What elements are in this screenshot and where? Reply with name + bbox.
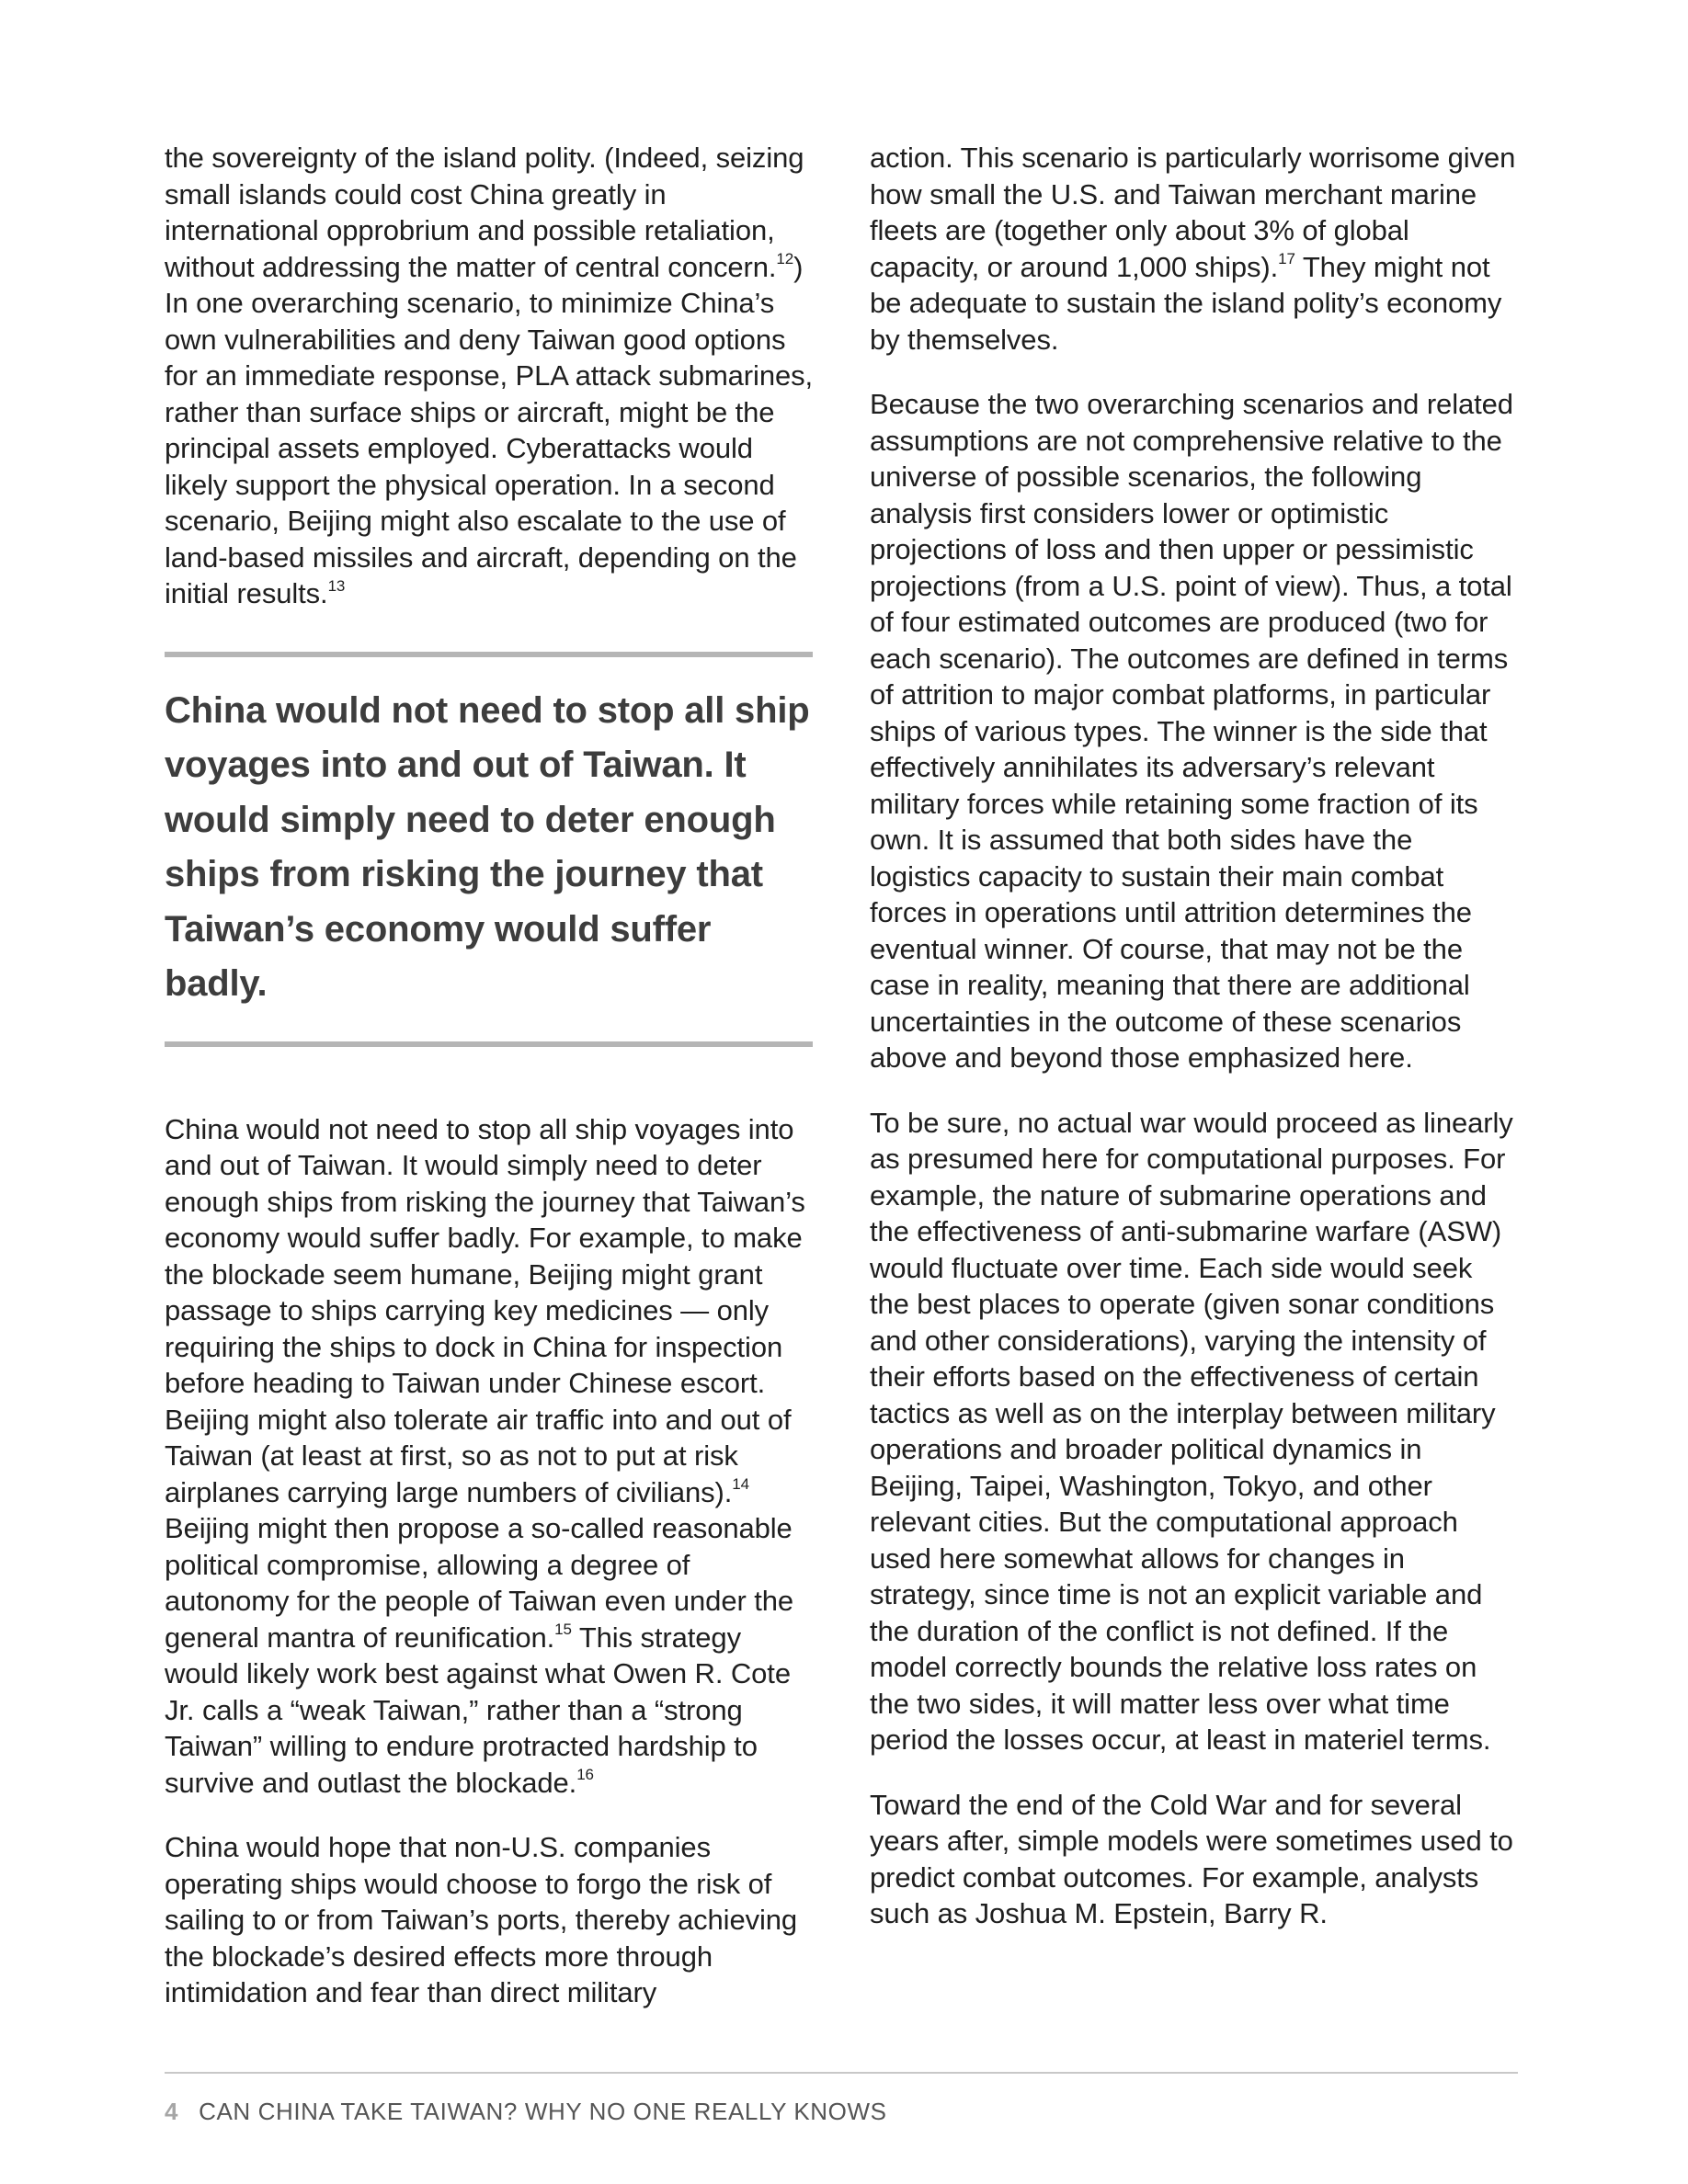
body-paragraph: Because the two overarching scenarios and related assumptions are not comprehensive relative to the universe of possible scenarios, the following analysis first considers lower or optimistic projections of loss and then upper or pessimistic projections (from a U.S. point of view). Thus, a total of four estimated outcomes are produced (two for each scenario). The outcomes are defined in terms of attrition to major combat platforms, in particular ships of various types. The winner is the side that effectively annihilates its adversary’s relevant military forces while retaining some fraction of its own. It is assumed that both sides have the logistics capacity to sustain their main combat forces in operations until attrition determines the eventual winner. Of course, that may not be the case in reality, meaning that there are additional uncertainties in the outcome of these scenarios above and beyond those emphasized here. bbox=[870, 388, 1513, 1074]
running-title: CAN CHINA TAKE TAIWAN? WHY NO ONE REALLY KNOWS bbox=[199, 2098, 887, 2125]
body-paragraph: China would not need to stop all ship voyages into and out of Taiwan. It would simply need to deter enough ships from risking the journey that Taiwan’s economy would suffer badly. For example, to make the blockade seem humane, Beijing might grant passage to ships carrying key medicines — only requiring the ships to dock in China for inspection before heading to Taiwan under Chinese escort. Beijing might also tolerate air traffic into and out of Taiwan (at least at first, so as not to put at risk airplanes carrying large numbers of civilians).$^{14}$ Beijing might then propose a so-called reasonable political compromise, allowing a degree of autonomy for the people of Taiwan even under the general mantra of reunification.$^{15}$ This strategy would likely work best against what Owen R. Cote Jr. calls a “weak Taiwan,” rather than a “strong Taiwan” willing to endure protracted hardship to survive and outlast the blockade.$^{16}$ bbox=[165, 1112, 805, 1799]
footnote-ref[interactable]: 12 bbox=[776, 250, 794, 268]
left-column bbox=[165, 140, 813, 2040]
footnote-ref[interactable]: 13 bbox=[327, 576, 346, 595]
footer-divider bbox=[165, 2072, 1518, 2074]
footnote-ref[interactable]: 15 bbox=[554, 1621, 572, 1639]
footnote-ref[interactable]: 17 bbox=[1278, 250, 1295, 268]
pullquote-bottom-rule bbox=[165, 1041, 813, 1047]
page-footer bbox=[165, 2098, 887, 2126]
page-number: 4 bbox=[165, 2098, 179, 2125]
pull-quote: China would not need to stop all ship voyages into and out of Taiwan. It would simply need to deter enough ships from risking the journey that Taiwan’s economy would suffer badly. bbox=[165, 689, 810, 1004]
footnote-ref[interactable]: 14 bbox=[732, 1475, 750, 1494]
body-paragraph: action. This scenario is particularly worrisome given how small the U.S. and Taiwan merchant marine fleets are (together only about 3% of global capacity, or around 1,000 ships).$^{17}$ They might not be adequate to sustain the island polity’s economy by themselves. bbox=[870, 142, 1516, 356]
footnote-ref[interactable]: 16 bbox=[576, 1766, 594, 1784]
right-column bbox=[870, 140, 1518, 1961]
body-paragraph: China would hope that non-U.S. companies operating ships would choose to forgo the risk of sailing to or from Taiwan’s ports, thereby achieving the blockade’s desired effects more through intimidation and fear than direct military bbox=[165, 1831, 798, 2008]
body-paragraph: the sovereignty of the island polity. (Indeed, seizing small islands could cost China greatly in international opprobrium and possible retaliation, without addressing the matter of central concern.$^{12}$) In one overarching scenario, to minimize China’s own vulnerabilities and deny Taiwan good options for an immediate response, PLA attack submarines, rather than surface ships or aircraft, might be the principal assets employed. Cyberattacks would likely support the physical operation. In a second scenario, Beijing might also escalate to the use of land-based missiles and aircraft, depending on the initial results.$^{13}$ bbox=[165, 142, 814, 609]
body-paragraph: To be sure, no actual war would proceed as linearly as presumed here for computational purposes. For example, the nature of submarine operations and the effectiveness of anti-submarine warfare (ASW) would fluctuate over time. Each side would seek the best places to operate (given sonar conditions and other considerations), varying the intensity of their efforts based on the effectiveness of certain tactics as well as on the interplay between military operations and broader political dynamics in Beijing, Taipei, Washington, Tokyo, and other relevant cities. But the computational approach used here somewhat allows for changes in strategy, since time is not an explicit variable and the duration of the conflict is not defined. If the model correctly bounds the relative loss rates on the two sides, it will matter less over what time period the losses occur, at least in materiel terms. bbox=[870, 1106, 1513, 1756]
body-paragraph: Toward the end of the Cold War and for several years after, simple models were sometimes used to predict combat outcomes. For example, analysts such as Joshua M. Epstein, Barry R. bbox=[870, 1788, 1513, 1929]
